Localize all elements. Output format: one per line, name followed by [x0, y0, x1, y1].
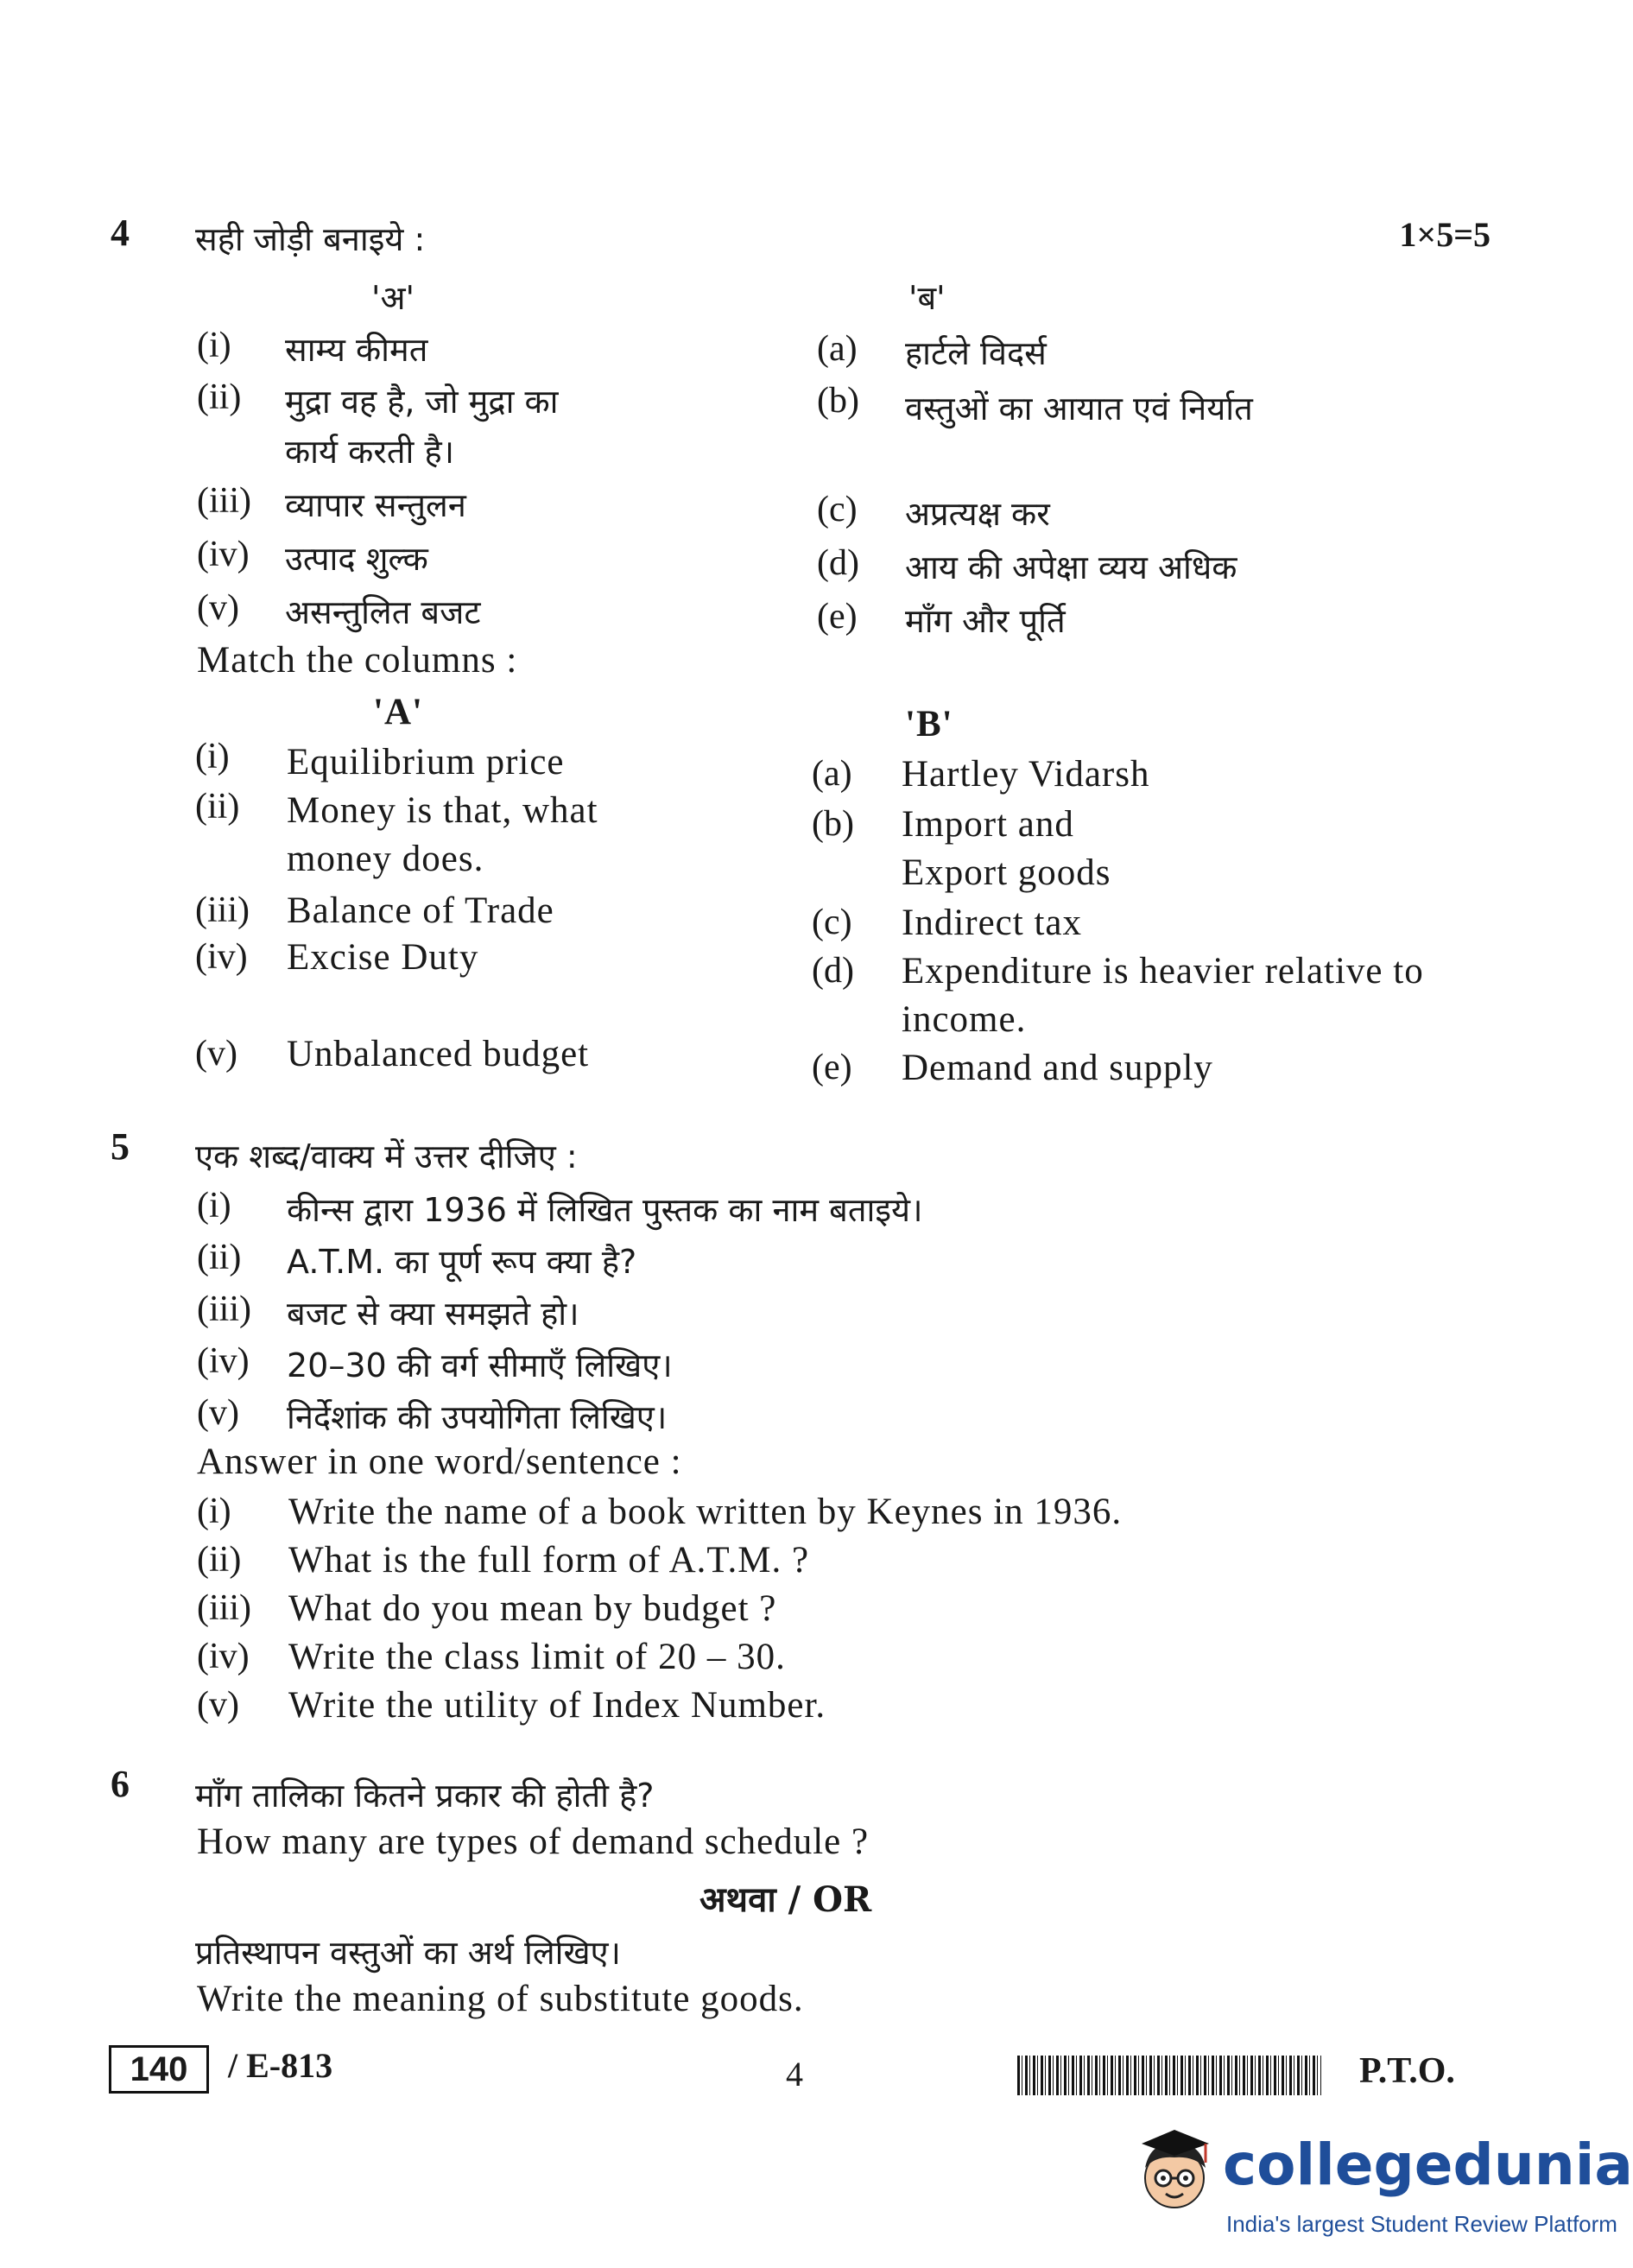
item-text: Balance of Trade — [287, 890, 554, 931]
item-text: What is the full form of A.T.M. ? — [288, 1540, 810, 1581]
item-text: साम्य कीमत — [285, 331, 428, 369]
column-b-heading-english: 'B' — [905, 704, 953, 744]
item-text: 20–30 की वर्ग सीमाएँ लिखिए। — [287, 1346, 673, 1384]
pto-label: P.T.O. — [1359, 2051, 1455, 2091]
item-text: असन्तुलित बजट — [285, 593, 481, 631]
item-label: (ii) — [197, 1540, 242, 1580]
item-label: (d) — [812, 951, 854, 991]
item-text: A.T.M. का पूर्ण रूप क्या है? — [287, 1243, 637, 1281]
question-number: 4 — [111, 212, 130, 254]
item-label: (e) — [817, 597, 858, 637]
item-label: (ii) — [195, 787, 240, 827]
item-text: Equilibrium price — [287, 742, 565, 782]
item-text-continued: कार्य करती है। — [285, 433, 455, 471]
item-text-continued: money does. — [287, 839, 484, 879]
item-label: (iv) — [197, 1341, 250, 1381]
barcode — [1017, 2056, 1321, 2095]
paper-code-box — [109, 2045, 209, 2094]
item-text: Write the name of a book written by Keynes in 1936. — [288, 1492, 1123, 1532]
item-label: (a) — [812, 754, 852, 794]
item-label: (iii) — [197, 481, 251, 521]
item-label: (c) — [817, 490, 858, 529]
item-label: (i) — [197, 1492, 231, 1531]
brand-name: collegedunia — [1223, 2132, 1633, 2198]
item-label: (ii) — [197, 377, 242, 417]
question-number: 6 — [111, 1763, 130, 1805]
item-text: Unbalanced budget — [287, 1034, 590, 1074]
item-text: Indirect tax — [902, 903, 1082, 943]
item-label: (v) — [195, 1034, 237, 1074]
item-label: (v) — [197, 1393, 239, 1433]
page-number: 4 — [786, 2055, 803, 2094]
item-text: Excise Duty — [287, 937, 479, 978]
item-text: What do you mean by budget ? — [288, 1588, 777, 1629]
item-text: व्यापार सन्तुलन — [285, 486, 466, 524]
item-label: (b) — [817, 381, 859, 421]
item-text: वस्तुओं का आयात एवं निर्यात — [905, 390, 1253, 428]
item-text-continued: Export goods — [902, 852, 1111, 893]
question-prompt-hindi: सही जोड़ी बनाइये : — [195, 220, 426, 258]
brand-tagline: India's largest Student Review Platform — [1226, 2211, 1617, 2237]
item-text: मुद्रा वह है, जो मुद्रा का — [285, 383, 559, 421]
question-text-english: How many are types of demand schedule ? — [197, 1821, 870, 1862]
item-label: (d) — [817, 543, 859, 583]
series-code: / E-813 — [228, 2046, 333, 2085]
item-text: Expenditure is heavier relative to — [902, 951, 1424, 991]
item-text: Demand and supply — [902, 1048, 1213, 1088]
item-text: Money is that, what — [287, 790, 598, 831]
question-prompt-english: Answer in one word/sentence : — [197, 1441, 682, 1482]
item-text: हार्टले विदर्स — [905, 334, 1047, 372]
or-label: अथवा / OR — [699, 1879, 872, 1920]
item-label: (iii) — [197, 1289, 251, 1329]
item-label: (v) — [197, 1685, 239, 1725]
item-text: आय की अपेक्षा व्यय अधिक — [905, 548, 1237, 586]
question-prompt-english: Match the columns : — [197, 640, 518, 681]
column-b-heading-hindi: 'ब' — [908, 279, 946, 317]
item-text: Write the class limit of 20 – 30. — [288, 1637, 786, 1677]
item-text: निर्देशांक की उपयोगिता लिखिए। — [287, 1398, 668, 1436]
item-text: बजट से क्या समझते हो। — [287, 1295, 579, 1333]
item-label: (a) — [817, 329, 858, 369]
item-label: (iii) — [195, 890, 250, 930]
alternate-question-hindi: प्रतिस्थापन वस्तुओं का अर्थ लिखिए। — [195, 1934, 621, 1972]
item-text: अप्रत्यक्ष कर — [905, 495, 1050, 533]
item-text: Import and — [902, 804, 1074, 845]
item-label: (i) — [197, 1186, 231, 1226]
item-text: माँग और पूर्ति — [905, 602, 1066, 640]
item-label: (iii) — [197, 1588, 251, 1628]
item-text: Hartley Vidarsh — [902, 754, 1150, 795]
paper-code: 140 — [130, 2049, 188, 2088]
item-label: (i) — [195, 737, 230, 776]
item-label: (iv) — [197, 535, 250, 574]
question-text-hindi: माँग तालिका कितने प्रकार की होती है? — [195, 1777, 655, 1815]
item-text: कीन्स द्वारा 1936 में लिखित पुस्तक का नाम बताइये। — [287, 1191, 923, 1229]
item-text-continued: income. — [902, 999, 1027, 1040]
item-label: (iv) — [195, 937, 248, 977]
item-text: उत्पाद शुल्क — [285, 540, 428, 578]
item-label: (v) — [197, 588, 239, 628]
alternate-question-english: Write the meaning of substitute goods. — [197, 1979, 804, 2019]
column-a-heading-hindi: 'अ' — [371, 279, 415, 317]
marks-label: 1×5=5 — [1399, 215, 1491, 254]
item-label: (e) — [812, 1048, 852, 1087]
item-text: Write the utility of Index Number. — [288, 1685, 826, 1726]
item-label: (iv) — [197, 1637, 250, 1676]
question-number: 5 — [111, 1125, 130, 1168]
item-label: (ii) — [197, 1238, 242, 1277]
item-label: (b) — [812, 804, 854, 844]
item-label: (c) — [812, 903, 852, 942]
item-label: (i) — [197, 326, 231, 365]
column-a-heading-english: 'A' — [373, 692, 423, 732]
question-prompt-hindi: एक शब्द/वाक्य में उत्तर दीजिए : — [195, 1137, 578, 1175]
student-mascot-icon — [1133, 2125, 1216, 2220]
